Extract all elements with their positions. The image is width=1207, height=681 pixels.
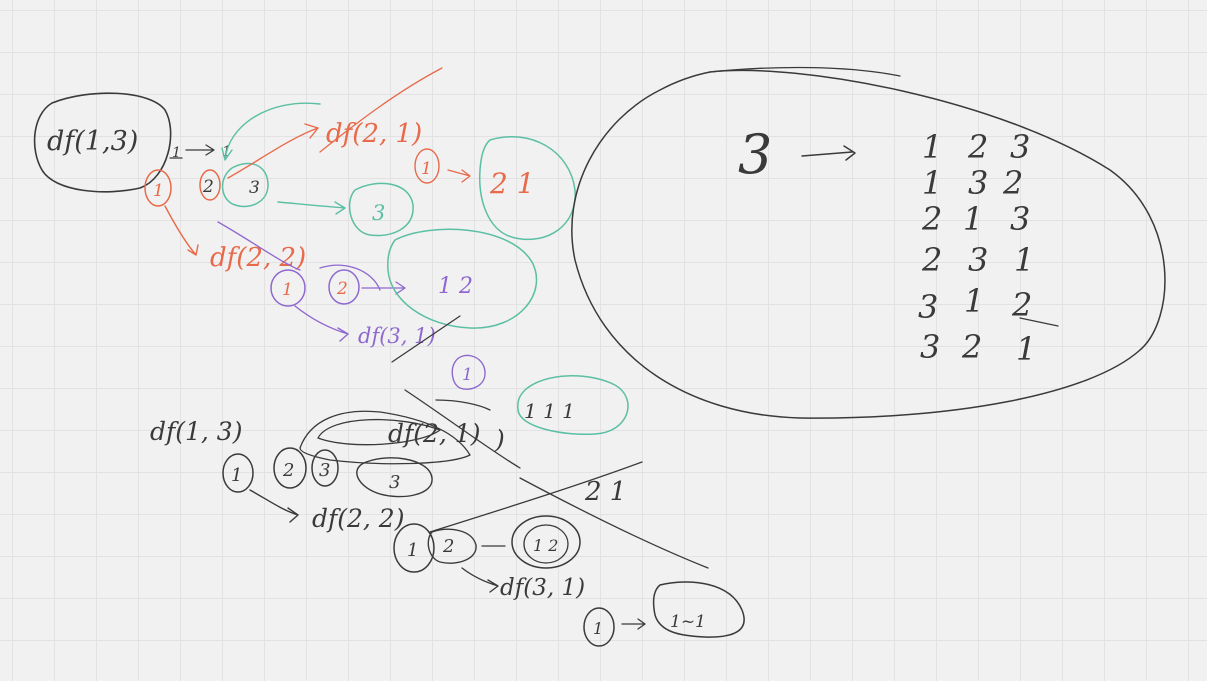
- branch-1-label: 1: [282, 280, 293, 300]
- bottom-paren: ): [495, 425, 505, 454]
- bottom-arrow-to-leaf-result: [622, 619, 645, 629]
- call-2-1-label: df(2, 1): [326, 119, 423, 149]
- arrow-to-call-3-1: [295, 306, 348, 341]
- branch-2-label: 2: [337, 279, 348, 299]
- bottom-node-3-label: 3: [389, 472, 401, 493]
- bottom-call-2-2-label: df(2, 2): [312, 504, 405, 533]
- bottom-result-12-label: 1 2: [533, 536, 559, 555]
- choice-3-circle: [223, 163, 268, 206]
- bottom-call-2-1-label: df(2, 1): [388, 419, 481, 448]
- call-3-1-label: df(3, 1): [358, 324, 436, 348]
- bottom-node-1-label: 1: [407, 540, 419, 561]
- arrow-to-result-21: [448, 170, 470, 182]
- bottom-arrow-to-call-2-2: [250, 490, 298, 522]
- bottom-choice-1-label: 1: [231, 465, 243, 486]
- choice-2-label: 2: [203, 177, 214, 197]
- perm-row-1-c: 3: [1010, 128, 1031, 166]
- bottom-leaf-result-label: 1~1: [670, 612, 706, 632]
- call-2-2-label: df(2, 2): [210, 243, 307, 273]
- choice-1-label: 1: [153, 181, 164, 201]
- perm-row-1-b: 2: [968, 128, 989, 166]
- root-arrow-label: 1: [172, 145, 181, 161]
- small-one-mark: 1: [222, 144, 231, 160]
- bottom-leaf-1-label: 1: [593, 619, 604, 638]
- permutations-circle: [572, 70, 1165, 418]
- perm-row-5-a: 3: [918, 288, 939, 326]
- bottom-call-3-1-label: df(3, 1): [500, 575, 586, 601]
- bottom-choice-2-label: 2: [283, 460, 295, 481]
- orange-arrow-to-call-2-1: [228, 124, 318, 178]
- perm-row-1-a: 1: [922, 128, 943, 166]
- arrow-to-node-3: [278, 202, 345, 214]
- bottom-recursion-tree: [150, 390, 744, 646]
- arrow-to-result-12: [362, 282, 405, 294]
- perm-row-4-b: 3: [968, 241, 989, 279]
- perm-row-2-a: 1: [922, 164, 943, 202]
- top-recursion-tree: [35, 68, 628, 434]
- perm-row-6-b: 2: [962, 328, 983, 366]
- permutations-rows: [918, 128, 1058, 368]
- bottom-arrow-to-call-3-1: [462, 568, 498, 592]
- bottom-node-2-label: 2: [443, 536, 455, 557]
- perm-row-2-c: 2: [1003, 164, 1024, 202]
- permutations-arrow: [802, 146, 855, 160]
- perm-row-4-a: 2: [922, 241, 943, 279]
- perm-row-5-b: 1: [964, 282, 985, 320]
- arrow-to-call-2-2: [165, 206, 198, 255]
- bottom-root-call-label: df(1, 3): [150, 417, 243, 446]
- node-1-after-2-1-label: 1: [421, 159, 432, 179]
- permutations-panel: [572, 67, 1165, 418]
- root-call-label: df(1,3): [47, 126, 139, 157]
- bottom-side-note: 2 1: [585, 477, 627, 507]
- result-21-label: 2 1: [490, 167, 535, 200]
- perm-row-3-b: 1: [963, 200, 984, 238]
- perm-row-2-b: 3: [968, 164, 989, 202]
- node-1-after-3-1-label: 1: [462, 365, 473, 385]
- bottom-choice-3-label: 3: [319, 460, 331, 481]
- perm-row-6-c: 1: [1016, 330, 1037, 368]
- perm-row-5-c: 2: [1012, 286, 1033, 324]
- node-3-label: 3: [372, 201, 386, 225]
- perm-row-4-c: 1: [1014, 241, 1035, 279]
- choice-3-label: 3: [249, 178, 260, 198]
- perm-row-6-a: 3: [920, 328, 941, 366]
- result-12-label: 1 2: [438, 274, 473, 299]
- permutations-n-label: 3: [738, 123, 773, 186]
- result-111-label: 1 1 1: [524, 399, 575, 423]
- perm-row-3-a: 2: [922, 200, 943, 238]
- perm-row-3-c: 3: [1010, 200, 1031, 238]
